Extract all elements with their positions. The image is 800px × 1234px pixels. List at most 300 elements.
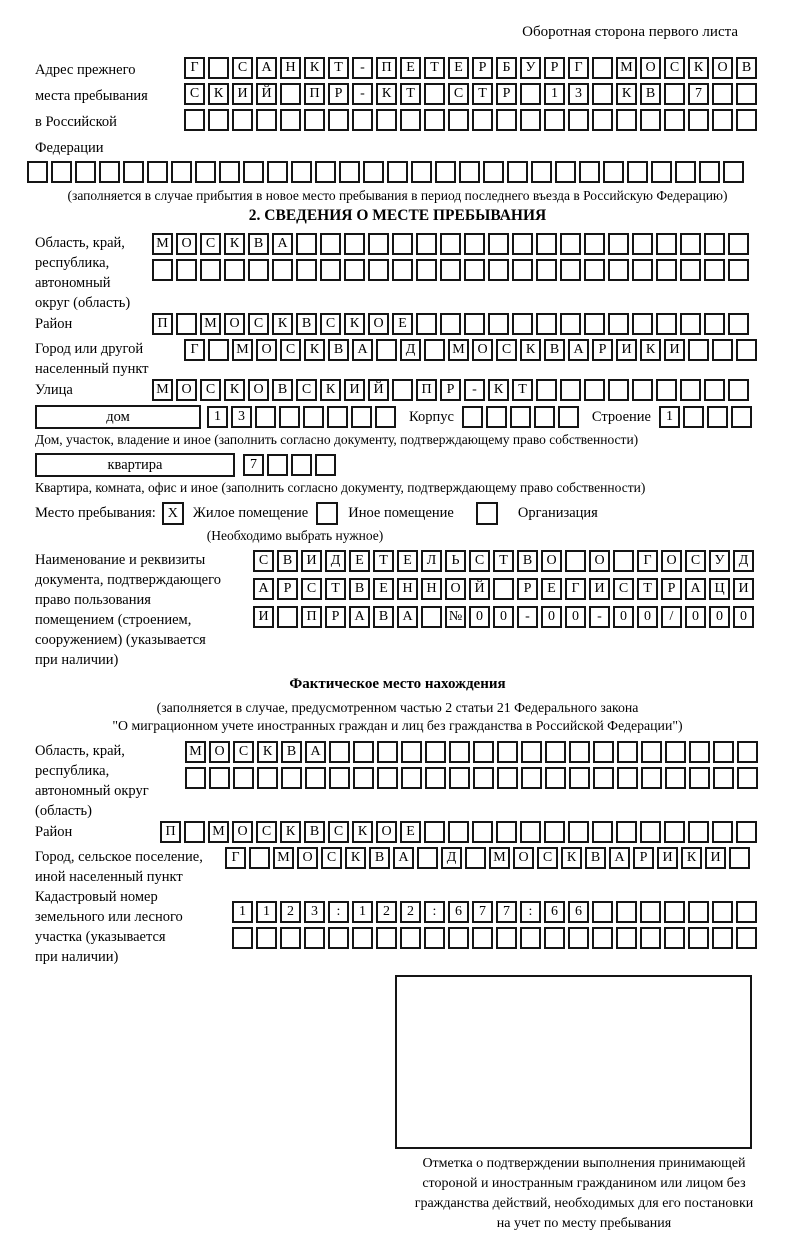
char-cell[interactable]: П bbox=[301, 606, 322, 628]
char-cell[interactable]: Е bbox=[397, 550, 418, 572]
char-cell[interactable] bbox=[417, 847, 438, 869]
char-cell[interactable]: Т bbox=[328, 57, 349, 79]
char-cell[interactable]: К bbox=[224, 233, 245, 255]
char-cell[interactable] bbox=[449, 741, 470, 763]
char-cell[interactable]: Г bbox=[637, 550, 658, 572]
char-cell[interactable] bbox=[424, 339, 445, 361]
char-cell[interactable] bbox=[521, 767, 542, 789]
char-cell[interactable]: В bbox=[281, 741, 302, 763]
char-cell[interactable] bbox=[248, 259, 269, 281]
char-cell[interactable]: О bbox=[712, 57, 733, 79]
char-cell[interactable]: Р bbox=[325, 606, 346, 628]
char-cell[interactable] bbox=[123, 161, 144, 183]
char-cell[interactable] bbox=[473, 741, 494, 763]
char-cell[interactable]: С bbox=[448, 83, 469, 105]
char-cell[interactable] bbox=[729, 847, 750, 869]
char-cell[interactable]: К bbox=[280, 821, 301, 843]
char-cell[interactable] bbox=[99, 161, 120, 183]
char-cell[interactable] bbox=[712, 339, 733, 361]
char-cell[interactable]: Р bbox=[517, 578, 538, 600]
char-cell[interactable] bbox=[448, 821, 469, 843]
char-cell[interactable]: 1 bbox=[207, 406, 228, 428]
char-cell[interactable] bbox=[592, 927, 613, 949]
char-cell[interactable] bbox=[608, 259, 629, 281]
char-cell[interactable] bbox=[728, 259, 749, 281]
char-cell[interactable]: М bbox=[208, 821, 229, 843]
char-cell[interactable] bbox=[680, 259, 701, 281]
char-cell[interactable]: 0 bbox=[733, 606, 754, 628]
char-cell[interactable]: П bbox=[376, 57, 397, 79]
char-cell[interactable] bbox=[569, 767, 590, 789]
char-cell[interactable]: К bbox=[561, 847, 582, 869]
char-cell[interactable]: К bbox=[345, 847, 366, 869]
char-cell[interactable]: С bbox=[328, 821, 349, 843]
char-cell[interactable]: 0 bbox=[541, 606, 562, 628]
char-cell[interactable] bbox=[704, 259, 725, 281]
char-cell[interactable]: В bbox=[369, 847, 390, 869]
char-cell[interactable] bbox=[200, 259, 221, 281]
char-cell[interactable] bbox=[736, 821, 757, 843]
char-cell[interactable]: 7 bbox=[243, 454, 264, 476]
char-cell[interactable]: 2 bbox=[400, 901, 421, 923]
char-cell[interactable] bbox=[616, 927, 637, 949]
char-cell[interactable] bbox=[401, 741, 422, 763]
char-cell[interactable]: М bbox=[616, 57, 637, 79]
char-cell[interactable] bbox=[560, 233, 581, 255]
char-cell[interactable] bbox=[728, 233, 749, 255]
char-cell[interactable] bbox=[665, 767, 686, 789]
char-cell[interactable] bbox=[656, 259, 677, 281]
char-cell[interactable] bbox=[424, 83, 445, 105]
char-cell[interactable]: О bbox=[232, 821, 253, 843]
char-cell[interactable]: Т bbox=[472, 83, 493, 105]
char-cell[interactable]: Е bbox=[448, 57, 469, 79]
char-cell[interactable] bbox=[544, 927, 565, 949]
char-cell[interactable] bbox=[344, 259, 365, 281]
char-cell[interactable]: М bbox=[273, 847, 294, 869]
char-cell[interactable]: 0 bbox=[613, 606, 634, 628]
char-cell[interactable]: В bbox=[277, 550, 298, 572]
char-cell[interactable] bbox=[728, 379, 749, 401]
char-cell[interactable]: А bbox=[609, 847, 630, 869]
char-cell[interactable]: К bbox=[376, 83, 397, 105]
char-cell[interactable] bbox=[736, 339, 757, 361]
char-cell[interactable]: С bbox=[232, 57, 253, 79]
char-cell[interactable]: Т bbox=[512, 379, 533, 401]
char-cell[interactable] bbox=[401, 767, 422, 789]
char-cell[interactable] bbox=[232, 927, 253, 949]
char-cell[interactable] bbox=[375, 406, 396, 428]
char-cell[interactable] bbox=[592, 57, 613, 79]
char-cell[interactable]: : bbox=[328, 901, 349, 923]
char-cell[interactable]: А bbox=[272, 233, 293, 255]
char-cell[interactable] bbox=[534, 406, 555, 428]
char-cell[interactable]: С bbox=[200, 233, 221, 255]
char-cell[interactable] bbox=[689, 767, 710, 789]
char-cell[interactable]: Т bbox=[400, 83, 421, 105]
char-cell[interactable]: Р bbox=[633, 847, 654, 869]
stay-type-checkbox-residential[interactable]: X bbox=[162, 502, 184, 525]
char-cell[interactable] bbox=[303, 406, 324, 428]
char-cell[interactable] bbox=[459, 161, 480, 183]
char-cell[interactable] bbox=[632, 313, 653, 335]
char-cell[interactable] bbox=[704, 233, 725, 255]
char-cell[interactable]: С bbox=[184, 83, 205, 105]
char-cell[interactable] bbox=[520, 109, 541, 131]
char-cell[interactable]: А bbox=[305, 741, 326, 763]
char-cell[interactable] bbox=[723, 161, 744, 183]
char-cell[interactable] bbox=[712, 901, 733, 923]
char-cell[interactable]: М bbox=[489, 847, 510, 869]
char-cell[interactable]: 6 bbox=[568, 901, 589, 923]
char-cell[interactable] bbox=[584, 313, 605, 335]
char-cell[interactable]: 0 bbox=[685, 606, 706, 628]
char-cell[interactable] bbox=[51, 161, 72, 183]
char-cell[interactable]: 7 bbox=[472, 901, 493, 923]
char-cell[interactable] bbox=[512, 233, 533, 255]
char-cell[interactable]: О bbox=[176, 379, 197, 401]
char-cell[interactable] bbox=[616, 901, 637, 923]
char-cell[interactable]: О bbox=[376, 821, 397, 843]
char-cell[interactable]: - bbox=[352, 83, 373, 105]
char-cell[interactable]: Н bbox=[280, 57, 301, 79]
char-cell[interactable] bbox=[688, 109, 709, 131]
char-cell[interactable] bbox=[704, 379, 725, 401]
char-cell[interactable] bbox=[737, 767, 758, 789]
char-cell[interactable]: 6 bbox=[448, 901, 469, 923]
char-cell[interactable]: О bbox=[297, 847, 318, 869]
char-cell[interactable] bbox=[656, 233, 677, 255]
char-cell[interactable]: В bbox=[544, 339, 565, 361]
char-cell[interactable] bbox=[560, 259, 581, 281]
char-cell[interactable]: 1 bbox=[256, 901, 277, 923]
char-cell[interactable] bbox=[544, 109, 565, 131]
char-cell[interactable]: Т bbox=[325, 578, 346, 600]
char-cell[interactable] bbox=[520, 927, 541, 949]
char-cell[interactable]: И bbox=[664, 339, 685, 361]
char-cell[interactable] bbox=[592, 83, 613, 105]
char-cell[interactable]: О bbox=[472, 339, 493, 361]
char-cell[interactable] bbox=[560, 379, 581, 401]
char-cell[interactable] bbox=[425, 767, 446, 789]
char-cell[interactable] bbox=[424, 109, 445, 131]
char-cell[interactable] bbox=[736, 901, 757, 923]
char-cell[interactable] bbox=[603, 161, 624, 183]
char-cell[interactable] bbox=[296, 233, 317, 255]
char-cell[interactable]: П bbox=[416, 379, 437, 401]
char-cell[interactable] bbox=[416, 259, 437, 281]
char-cell[interactable]: Д bbox=[325, 550, 346, 572]
char-cell[interactable]: С bbox=[256, 821, 277, 843]
char-cell[interactable] bbox=[592, 901, 613, 923]
char-cell[interactable]: Е bbox=[349, 550, 370, 572]
char-cell[interactable] bbox=[507, 161, 528, 183]
char-cell[interactable] bbox=[296, 259, 317, 281]
char-cell[interactable] bbox=[465, 847, 486, 869]
char-cell[interactable]: / bbox=[661, 606, 682, 628]
char-cell[interactable]: : bbox=[520, 901, 541, 923]
char-cell[interactable] bbox=[224, 259, 245, 281]
char-cell[interactable] bbox=[411, 161, 432, 183]
char-cell[interactable]: О bbox=[209, 741, 230, 763]
char-cell[interactable]: О bbox=[445, 578, 466, 600]
char-cell[interactable]: М bbox=[448, 339, 469, 361]
char-cell[interactable]: И bbox=[589, 578, 610, 600]
char-cell[interactable] bbox=[328, 927, 349, 949]
char-cell[interactable] bbox=[641, 767, 662, 789]
char-cell[interactable] bbox=[704, 313, 725, 335]
char-cell[interactable]: Р bbox=[472, 57, 493, 79]
char-cell[interactable]: К bbox=[352, 821, 373, 843]
char-cell[interactable] bbox=[617, 741, 638, 763]
char-cell[interactable]: 6 bbox=[544, 901, 565, 923]
char-cell[interactable] bbox=[185, 767, 206, 789]
char-cell[interactable] bbox=[272, 259, 293, 281]
char-cell[interactable] bbox=[736, 83, 757, 105]
char-cell[interactable]: А bbox=[256, 57, 277, 79]
char-cell[interactable]: С bbox=[280, 339, 301, 361]
char-cell[interactable] bbox=[512, 313, 533, 335]
char-cell[interactable] bbox=[176, 259, 197, 281]
char-cell[interactable] bbox=[641, 741, 662, 763]
char-cell[interactable] bbox=[688, 901, 709, 923]
char-cell[interactable]: И bbox=[301, 550, 322, 572]
char-cell[interactable] bbox=[608, 233, 629, 255]
char-cell[interactable]: Е bbox=[392, 313, 413, 335]
char-cell[interactable] bbox=[736, 927, 757, 949]
char-cell[interactable] bbox=[496, 821, 517, 843]
char-cell[interactable] bbox=[425, 741, 446, 763]
char-cell[interactable]: М bbox=[152, 379, 173, 401]
char-cell[interactable] bbox=[521, 741, 542, 763]
char-cell[interactable] bbox=[281, 767, 302, 789]
char-cell[interactable] bbox=[320, 259, 341, 281]
char-cell[interactable]: 3 bbox=[231, 406, 252, 428]
char-cell[interactable]: - bbox=[352, 57, 373, 79]
char-cell[interactable]: С bbox=[253, 550, 274, 572]
char-cell[interactable]: Т bbox=[493, 550, 514, 572]
char-cell[interactable] bbox=[497, 767, 518, 789]
char-cell[interactable] bbox=[353, 767, 374, 789]
char-cell[interactable]: Й bbox=[368, 379, 389, 401]
char-cell[interactable]: В bbox=[640, 83, 661, 105]
char-cell[interactable] bbox=[257, 767, 278, 789]
char-cell[interactable]: М bbox=[232, 339, 253, 361]
char-cell[interactable] bbox=[352, 109, 373, 131]
char-cell[interactable] bbox=[568, 109, 589, 131]
char-cell[interactable] bbox=[368, 233, 389, 255]
char-cell[interactable] bbox=[568, 927, 589, 949]
char-cell[interactable] bbox=[352, 927, 373, 949]
char-cell[interactable] bbox=[267, 161, 288, 183]
char-cell[interactable]: Р bbox=[328, 83, 349, 105]
char-cell[interactable] bbox=[256, 109, 277, 131]
char-cell[interactable] bbox=[280, 83, 301, 105]
char-cell[interactable]: О bbox=[176, 233, 197, 255]
char-cell[interactable] bbox=[291, 454, 312, 476]
char-cell[interactable]: К bbox=[616, 83, 637, 105]
char-cell[interactable]: Ь bbox=[445, 550, 466, 572]
char-cell[interactable] bbox=[680, 313, 701, 335]
char-cell[interactable] bbox=[315, 454, 336, 476]
char-cell[interactable] bbox=[632, 259, 653, 281]
char-cell[interactable]: 0 bbox=[493, 606, 514, 628]
char-cell[interactable] bbox=[440, 313, 461, 335]
char-cell[interactable]: К bbox=[520, 339, 541, 361]
char-cell[interactable]: А bbox=[349, 606, 370, 628]
char-cell[interactable] bbox=[249, 847, 270, 869]
char-cell[interactable]: П bbox=[152, 313, 173, 335]
char-cell[interactable] bbox=[400, 109, 421, 131]
char-cell[interactable] bbox=[280, 927, 301, 949]
char-cell[interactable]: А bbox=[397, 606, 418, 628]
char-cell[interactable]: В bbox=[248, 233, 269, 255]
char-cell[interactable] bbox=[424, 927, 445, 949]
char-cell[interactable] bbox=[392, 259, 413, 281]
char-cell[interactable] bbox=[328, 109, 349, 131]
char-cell[interactable] bbox=[486, 406, 507, 428]
char-cell[interactable]: С bbox=[296, 379, 317, 401]
char-cell[interactable] bbox=[488, 313, 509, 335]
char-cell[interactable] bbox=[277, 606, 298, 628]
char-cell[interactable] bbox=[305, 767, 326, 789]
char-cell[interactable] bbox=[565, 550, 586, 572]
char-cell[interactable]: Р bbox=[661, 578, 682, 600]
char-cell[interactable] bbox=[152, 259, 173, 281]
char-cell[interactable] bbox=[304, 109, 325, 131]
char-cell[interactable]: К bbox=[688, 57, 709, 79]
char-cell[interactable]: Р bbox=[440, 379, 461, 401]
char-cell[interactable] bbox=[176, 313, 197, 335]
char-cell[interactable] bbox=[440, 259, 461, 281]
char-cell[interactable]: К bbox=[488, 379, 509, 401]
char-cell[interactable]: Г bbox=[184, 57, 205, 79]
char-cell[interactable]: А bbox=[253, 578, 274, 600]
char-cell[interactable] bbox=[387, 161, 408, 183]
char-cell[interactable]: Е bbox=[400, 821, 421, 843]
char-cell[interactable] bbox=[472, 927, 493, 949]
char-cell[interactable] bbox=[512, 259, 533, 281]
char-cell[interactable]: К bbox=[224, 379, 245, 401]
char-cell[interactable] bbox=[664, 109, 685, 131]
char-cell[interactable] bbox=[184, 821, 205, 843]
char-cell[interactable]: О bbox=[661, 550, 682, 572]
char-cell[interactable]: Д bbox=[733, 550, 754, 572]
char-cell[interactable] bbox=[376, 927, 397, 949]
char-cell[interactable] bbox=[344, 233, 365, 255]
char-cell[interactable] bbox=[171, 161, 192, 183]
char-cell[interactable] bbox=[449, 767, 470, 789]
char-cell[interactable]: Д bbox=[400, 339, 421, 361]
char-cell[interactable] bbox=[147, 161, 168, 183]
char-cell[interactable] bbox=[683, 406, 704, 428]
char-cell[interactable] bbox=[184, 109, 205, 131]
char-cell[interactable] bbox=[368, 259, 389, 281]
char-cell[interactable] bbox=[593, 741, 614, 763]
char-cell[interactable] bbox=[592, 821, 613, 843]
char-cell[interactable] bbox=[291, 161, 312, 183]
char-cell[interactable] bbox=[555, 161, 576, 183]
char-cell[interactable] bbox=[392, 379, 413, 401]
char-cell[interactable] bbox=[327, 406, 348, 428]
char-cell[interactable]: К bbox=[344, 313, 365, 335]
char-cell[interactable] bbox=[616, 109, 637, 131]
char-cell[interactable]: Ц bbox=[709, 578, 730, 600]
char-cell[interactable]: Р bbox=[277, 578, 298, 600]
char-cell[interactable] bbox=[664, 821, 685, 843]
char-cell[interactable] bbox=[651, 161, 672, 183]
char-cell[interactable] bbox=[536, 379, 557, 401]
char-cell[interactable] bbox=[640, 821, 661, 843]
char-cell[interactable] bbox=[664, 927, 685, 949]
char-cell[interactable] bbox=[255, 406, 276, 428]
char-cell[interactable]: 0 bbox=[565, 606, 586, 628]
stay-type-checkbox-organization[interactable] bbox=[476, 502, 498, 525]
char-cell[interactable] bbox=[353, 741, 374, 763]
char-cell[interactable] bbox=[713, 741, 734, 763]
char-cell[interactable] bbox=[416, 313, 437, 335]
char-cell[interactable] bbox=[376, 339, 397, 361]
char-cell[interactable]: Г bbox=[568, 57, 589, 79]
char-cell[interactable]: 1 bbox=[659, 406, 680, 428]
char-cell[interactable]: К bbox=[272, 313, 293, 335]
char-cell[interactable] bbox=[520, 83, 541, 105]
char-cell[interactable]: О bbox=[541, 550, 562, 572]
char-cell[interactable]: О bbox=[248, 379, 269, 401]
char-cell[interactable] bbox=[363, 161, 384, 183]
char-cell[interactable] bbox=[483, 161, 504, 183]
char-cell[interactable]: - bbox=[464, 379, 485, 401]
char-cell[interactable] bbox=[315, 161, 336, 183]
char-cell[interactable] bbox=[497, 741, 518, 763]
char-cell[interactable]: В bbox=[585, 847, 606, 869]
char-cell[interactable] bbox=[656, 313, 677, 335]
char-cell[interactable] bbox=[488, 259, 509, 281]
char-cell[interactable]: В bbox=[272, 379, 293, 401]
char-cell[interactable]: В bbox=[349, 578, 370, 600]
char-cell[interactable]: А bbox=[352, 339, 373, 361]
char-cell[interactable] bbox=[712, 83, 733, 105]
char-cell[interactable]: Е bbox=[400, 57, 421, 79]
char-cell[interactable]: Н bbox=[421, 578, 442, 600]
char-cell[interactable] bbox=[712, 109, 733, 131]
char-cell[interactable] bbox=[568, 821, 589, 843]
char-cell[interactable]: В bbox=[328, 339, 349, 361]
char-cell[interactable]: Г bbox=[225, 847, 246, 869]
char-cell[interactable]: С bbox=[321, 847, 342, 869]
char-cell[interactable] bbox=[209, 767, 230, 789]
char-cell[interactable]: Г bbox=[184, 339, 205, 361]
char-cell[interactable]: А bbox=[685, 578, 706, 600]
char-cell[interactable] bbox=[472, 821, 493, 843]
char-cell[interactable]: Б bbox=[496, 57, 517, 79]
char-cell[interactable] bbox=[351, 406, 372, 428]
char-cell[interactable] bbox=[520, 821, 541, 843]
char-cell[interactable] bbox=[688, 339, 709, 361]
char-cell[interactable]: В bbox=[296, 313, 317, 335]
char-cell[interactable] bbox=[279, 406, 300, 428]
char-cell[interactable] bbox=[579, 161, 600, 183]
char-cell[interactable] bbox=[536, 259, 557, 281]
char-cell[interactable]: С bbox=[233, 741, 254, 763]
char-cell[interactable] bbox=[627, 161, 648, 183]
char-cell[interactable]: 3 bbox=[568, 83, 589, 105]
char-cell[interactable] bbox=[208, 57, 229, 79]
char-cell[interactable]: С bbox=[537, 847, 558, 869]
char-cell[interactable]: 7 bbox=[688, 83, 709, 105]
char-cell[interactable]: 2 bbox=[280, 901, 301, 923]
char-cell[interactable]: 7 bbox=[496, 901, 517, 923]
